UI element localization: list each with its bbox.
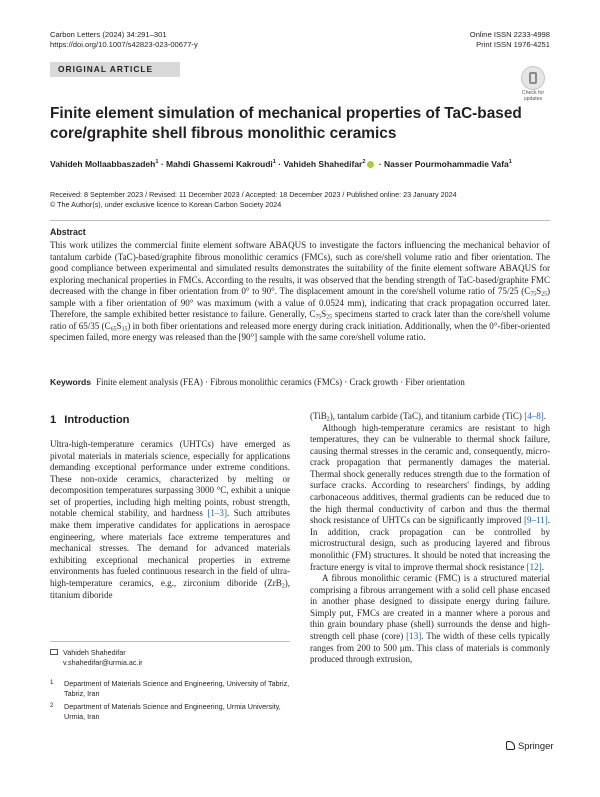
author-list: Vahideh Mollaabbaszadeh$^1$ · Mahdi Ghassemi Kakroudi$^1$ · Vahideh Shahedifar$^2$ · Nasser Pourmohammadie Vafa$^1$ xyxy=(50,158,512,169)
citation-link[interactable]: [1–3] xyxy=(207,508,227,519)
citation-link[interactable]: [13] xyxy=(406,630,422,641)
keywords xyxy=(50,377,560,388)
paragraph: Ultra-high-temperature ceramics (UHTCs) have emerged as pivotal materials in materials science, especially for applications demanding exceptional performance under extreme conditions. These non-oxide ceramics, characterized by melting or decomposition temperatures surpassing 3000 °C, exhibit a unique set of properties, including high melting points, robust strength, notable chemical stability, and hardness [1–3]. Such attributes make them imperative candidates for applications in aerospace engineering, where materials face extreme temperatures and mechanical stresses. The demand for advanced materials exhibiting exceptional mechanical properties in extreme environments has fueled continuous research in the field of ultra-high-temperature ceramics, e.g., zirconium diboride (ZrB$_2$), titanium diboride xyxy=(50,439,290,600)
dates-line: Received: 8 September 2023 / Revised: 11 December 2023 / Accepted: 18 December 2023 / Published online: 23 January 2024 xyxy=(50,190,457,199)
author-affiliation-ref: 1 xyxy=(508,159,512,165)
section-title: Introduction xyxy=(64,414,130,426)
copyright-line: © The Author(s), under exclusive licence to Korean Carbon Society 2024 xyxy=(50,199,282,209)
envelope-icon xyxy=(50,649,58,655)
badge-line1: Check for xyxy=(521,90,545,96)
publication-history xyxy=(50,190,560,209)
author-affiliation-ref: 1 xyxy=(155,159,159,165)
author-name[interactable]: Vahideh Shahedifar xyxy=(283,158,363,169)
keywords-label: Keywords xyxy=(50,377,92,387)
article-type-banner: ORIGINAL ARTICLE xyxy=(50,62,180,77)
keywords-text: Finite element analysis (FEA) · Fibrous monolithic ceramics (FMCs) · Crack growth · Fiber orientation xyxy=(96,377,465,387)
citation-link[interactable]: [4–8] xyxy=(524,411,544,421)
citation-link[interactable]: [12] xyxy=(526,561,542,572)
paragraph: A fibrous monolithic ceramic (FMC) is a structured material comprising a fibrous arrangement with a solid cell phase encased in another phase designed to dissipate energy during failure. Simply put, FMCs are created in a manner where a porous and thin grain boundary phase (shell) surrounds the dense and high-strength cell phase (core) [13]. The width of these cells typically ranges from 200 to 500 μm. This class of materials is commonly produced through extrusion, xyxy=(310,573,550,665)
article-title: Finite element simulation of mechanical properties of TaC-based core/graphite shell fibrous monolithic ceramics xyxy=(50,105,522,142)
check-for-updates-icon xyxy=(521,66,545,90)
affiliation-2: 2 Department of Materials Science and Engineering, Urmia University, Urmia, Iran xyxy=(50,702,281,721)
section-heading xyxy=(50,414,129,426)
badge-line2: updates xyxy=(523,95,543,102)
journal-citation: Carbon Letters (2024) 34:291–301 xyxy=(50,30,167,39)
issn-block xyxy=(470,30,550,51)
corresponding-author-email[interactable]: v.shahedifar@urmia.ac.ir xyxy=(63,657,143,667)
author-name[interactable]: Mahdi Ghassemi Kakroudi xyxy=(166,158,273,169)
footnote-divider xyxy=(50,641,290,642)
publisher-logo xyxy=(506,740,553,751)
section-number: 1 xyxy=(50,414,57,426)
author-name[interactable]: Nasser Pourmohammadie Vafa xyxy=(384,158,509,169)
author-affiliation-ref: 1 xyxy=(272,159,276,165)
abstract-heading: Abstract xyxy=(50,227,86,237)
author-name[interactable]: Vahideh Mollaabbaszadeh xyxy=(50,158,156,169)
abstract-text: This work utilizes the commercial finite element software ABAQUS to investigate the factors influencing the mechanical behavior of tantalum carbide (TaC)-based/graphite fibrous monolithic ceramics (FMCs), such as core/shell volume ratio and fiber orientation. The good compliance between experimental and simulated results demonstrates the suitability of the finite element software ABAQUS for exploring mechanical properties in FMCs. According to the results, it was observed that the bending strength of TaC-based/graphite FMC decreased with the change in fiber orientation from 0° to 90°. The displacement amount in the core/shell volume ratio of 75/25 $(C_{75}S_{25})$ sample with a fiber orientation of 90° was maximum (with a value of 0.0524 mm), indicating that crack propagation occurred later. Therefore, the sample exhibited better resistance to failure. Generally, $C_{75}S_{25}$ specimens started to crack later than the core/shell volume ratio of 65/35 $(C_{65}S_{35})$ in both fiber orientations and released more energy during crack initiation. Additionally, when the 0°-fiber-oriented specimen failed, more energy was released than the [90°] sample with the same core/shell volume ratio. xyxy=(50,240,550,342)
corresponding-author-name: Vahideh Shahedifar xyxy=(63,648,126,657)
springer-horse-icon xyxy=(506,741,515,750)
corresponding-author xyxy=(50,648,290,667)
orcid-icon[interactable] xyxy=(367,161,374,168)
print-issn: Print ISSN 1976-4251 xyxy=(476,40,550,50)
journal-header xyxy=(50,30,198,51)
divider xyxy=(50,220,550,221)
publisher-name: Springer xyxy=(518,740,554,751)
citation-link[interactable]: [9–11] xyxy=(523,515,548,526)
check-for-updates-badge[interactable] xyxy=(516,66,550,102)
body-column-left xyxy=(50,439,290,601)
author-affiliation-ref: 2 xyxy=(362,159,366,165)
paragraph: Although high-temperature ceramics are resistant to high temperatures, they can be vulnerable to thermal shock failure, causing thermal stresses in the ceramic and, consequently, micro-crack propagation that permanently damages the material. Thermal shock generally reduces strength due to the formation of surface cracks. According to researchers' findings, by adding carbonaceous additives, thermal gradients can be reduced due to the high thermal conductivity of carbon and thus the thermal shock resistance of UHTCs can be significantly improved [9–11]. In addition, crack propagation can be controlled by microstructural design, such as producing layered and fibrous monolithic (FM) structures. It should be noted that increasing the fracture energy is vital to improve thermal shock resistance [12]. xyxy=(310,422,550,572)
paragraph: (TiB$_2$), tantalum carbide (TaC), and titanium carbide (TiC) [4–8]. xyxy=(310,411,547,423)
doi-link[interactable]: https://doi.org/10.1007/s42823-023-00677-y xyxy=(50,40,198,50)
affiliation-1: 1 Department of Materials Science and Engineering, University of Tabriz, Tabriz, Iran xyxy=(50,679,290,698)
online-issn: Online ISSN 2233-4998 xyxy=(469,30,550,39)
body-column-right xyxy=(310,411,550,666)
